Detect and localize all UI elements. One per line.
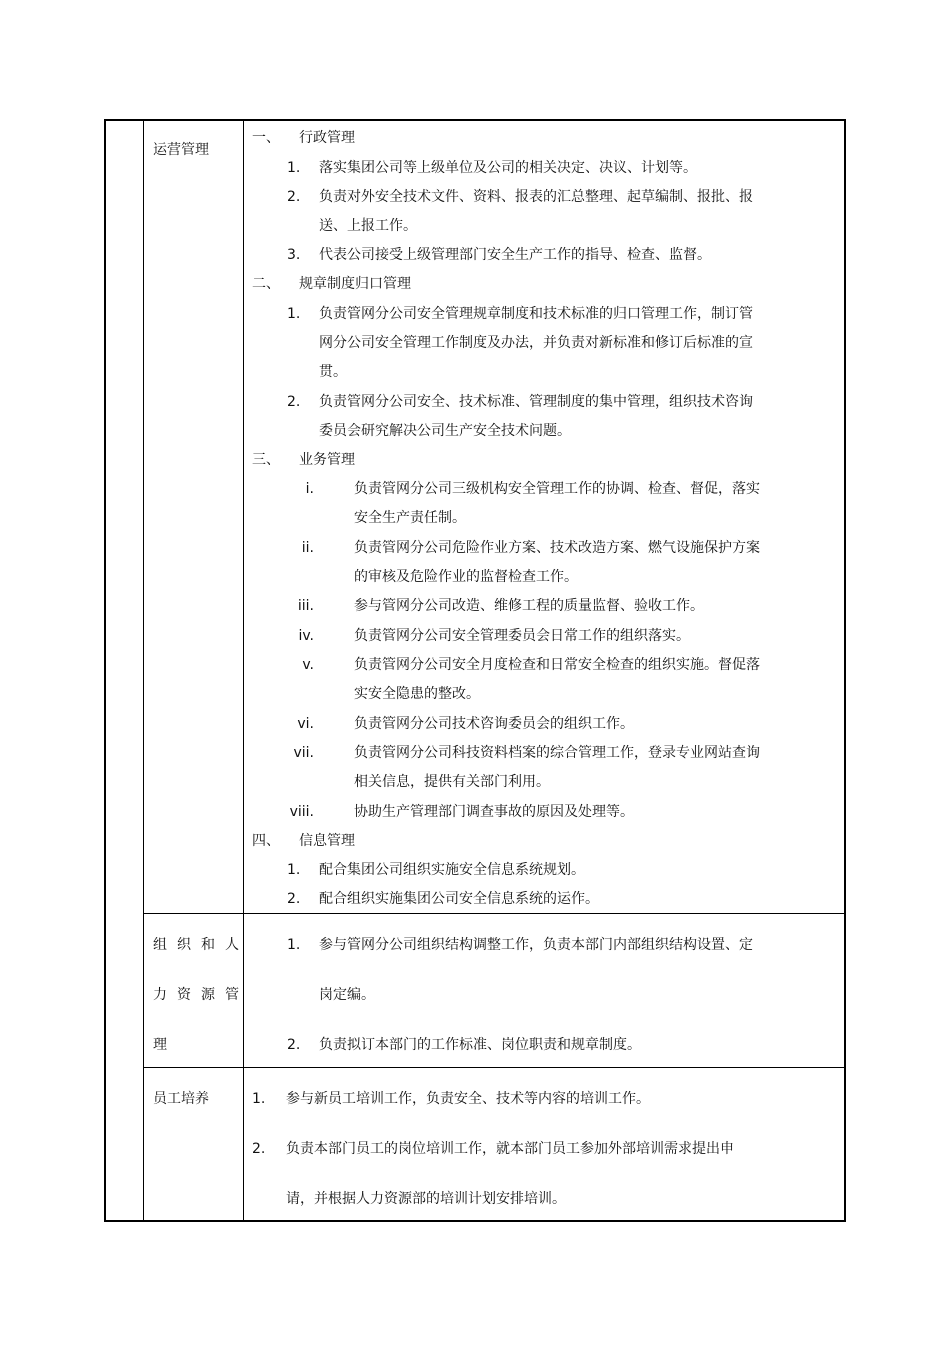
item-number: ii.	[301, 540, 314, 556]
item-number: 2.	[287, 1037, 301, 1053]
item-number: 2.	[252, 1141, 266, 1157]
group-title: 信息管理	[299, 833, 355, 849]
item-number: vii.	[293, 745, 314, 761]
group-marker: 四、	[252, 833, 280, 849]
group-marker: 二、	[252, 276, 280, 292]
item-text: 负责管网分公司安全管理委员会日常工作的组织落实。	[354, 628, 690, 644]
item-text: 负责管网分公司安全管理规章制度和技术标准的归口管理工作，制订管	[319, 306, 753, 322]
duty-table	[104, 119, 846, 1222]
item-text: 负责管网分公司危险作业方案、技术改造方案、燃气设施保护方案	[354, 540, 760, 556]
item-text: 安全生产责任制。	[354, 510, 466, 526]
item-number: iii.	[297, 598, 314, 614]
group-title: 业务管理	[299, 452, 355, 468]
item-text: 负责管网分公司安全、技术标准、管理制度的集中管理，组织技术咨询	[319, 394, 753, 410]
item-number: 1.	[287, 937, 301, 953]
row-divider-2	[143, 1067, 844, 1068]
item-number: 2.	[287, 189, 301, 205]
item-text: 负责拟订本部门的工作标准、岗位职责和规章制度。	[319, 1037, 641, 1053]
item-text: 委员会研究解决公司生产安全技术问题。	[319, 423, 571, 439]
section-label-hr-line-2: 力资源管	[153, 987, 249, 1003]
item-text: 协助生产管理部门调查事故的原因及处理等。	[354, 804, 634, 820]
item-text: 参与新员工培训工作，负责安全、技术等内容的培训工作。	[286, 1091, 650, 1107]
item-text: 参与管网分公司改造、维修工程的质量监督、验收工作。	[354, 598, 704, 614]
group-marker: 三、	[252, 452, 280, 468]
item-text: 实安全隐患的整改。	[354, 686, 480, 702]
item-text: 配合集团公司组织实施安全信息系统规划。	[319, 862, 585, 878]
item-text: 负责本部门员工的岗位培训工作，就本部门员工参加外部培训需求提出申	[286, 1141, 734, 1157]
item-text: 的审核及危险作业的监督检查工作。	[354, 569, 578, 585]
item-text: 送、上报工作。	[319, 218, 417, 234]
group-title: 规章制度归口管理	[299, 276, 411, 292]
section-label-hr-line-3: 理	[153, 1037, 167, 1053]
group-marker: 一、	[252, 130, 280, 146]
section-label-training: 员工培养	[153, 1091, 209, 1107]
section-label-operations: 运营管理	[153, 142, 209, 158]
item-text: 代表公司接受上级管理部门安全生产工作的指导、检查、监督。	[319, 247, 711, 263]
item-text: 落实集团公司等上级单位及公司的相关决定、决议、计划等。	[319, 160, 697, 176]
item-text: 负责对外安全技术文件、资料、报表的汇总整理、起草编制、报批、报	[319, 189, 753, 205]
item-text: 负责管网分公司三级机构安全管理工作的协调、检查、督促，落实	[354, 481, 760, 497]
item-number: iv.	[298, 628, 314, 644]
item-text: 负责管网分公司科技资料档案的综合管理工作，登录专业网站查询	[354, 745, 760, 761]
column-divider-right	[243, 121, 244, 1220]
item-number: 1.	[287, 306, 301, 322]
item-number: i.	[305, 481, 314, 497]
item-number: 3.	[287, 247, 301, 263]
section-label-hr-line-1: 组织和人	[153, 937, 249, 953]
item-text: 参与管网分公司组织结构调整工作，负责本部门内部组织结构设置、定	[319, 937, 753, 953]
group-title: 行政管理	[299, 130, 355, 146]
item-number: 1.	[287, 862, 301, 878]
item-text: 网分公司安全管理工作制度及办法，并负责对新标准和修订后标准的宣	[319, 335, 753, 351]
item-text: 请，并根据人力资源部的培训计划安排培训。	[286, 1191, 566, 1207]
item-text: 配合组织实施集团公司安全信息系统的运作。	[319, 891, 599, 907]
item-number: 2.	[287, 891, 301, 907]
item-number: v.	[302, 657, 314, 673]
row-divider-1	[143, 913, 844, 914]
item-number: 2.	[287, 394, 301, 410]
item-number: vi.	[297, 716, 314, 732]
column-divider-left	[143, 121, 144, 1220]
item-text: 贯。	[319, 364, 347, 380]
item-number: viii.	[289, 804, 314, 820]
item-number: 1.	[252, 1091, 266, 1107]
item-text: 相关信息，提供有关部门利用。	[354, 774, 550, 790]
item-number: 1.	[287, 160, 301, 176]
item-text: 岗定编。	[319, 987, 375, 1003]
item-text: 负责管网分公司技术咨询委员会的组织工作。	[354, 716, 634, 732]
item-text: 负责管网分公司安全月度检查和日常安全检查的组织实施。督促落	[354, 657, 760, 673]
